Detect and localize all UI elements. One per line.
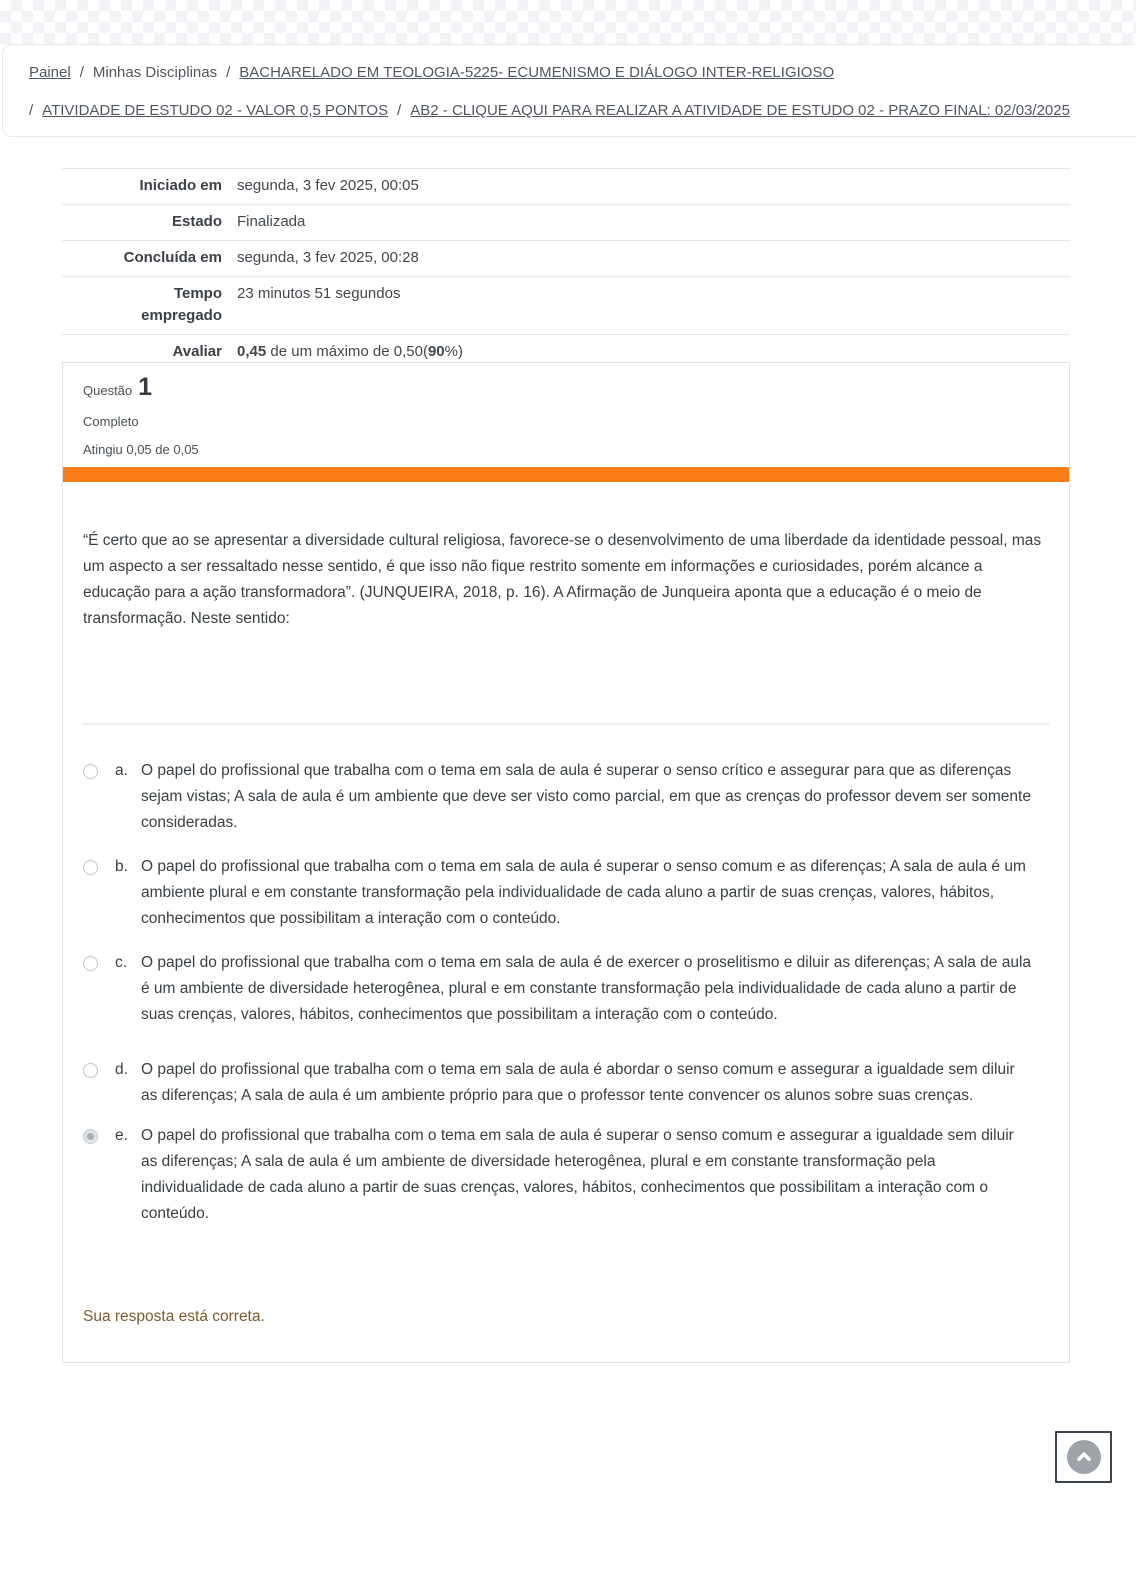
summary-label: Concluída em: [123, 249, 222, 266]
option-letter: e.: [115, 1127, 128, 1144]
option-text: O papel do profissional que trabalha com o tema em sala de aula é superar o senso comum e as diferenças; A sala de aula é um ambiente plural e em constante transformação pela individualidade de cada aluno a partir de suas crenças, valores, hábitos, conhecimentos que possibilitam a interação com o conteúdo.: [141, 858, 1026, 927]
breadcrumb-line-1: [29, 62, 1129, 84]
breadcrumb-link-course[interactable]: BACHARELADO EM TEOLOGIA-5225- ECUMENISMO E DIÁLOGO INTER-RELIGIOSO: [239, 64, 835, 81]
options-list: [83, 758, 1049, 1227]
chevron-up-icon: [1067, 1440, 1101, 1474]
answer-option-c: [83, 950, 1049, 1028]
summary-row-iniciado: [62, 168, 1070, 204]
breadcrumb-line-2: [29, 100, 1129, 122]
question-card: [62, 362, 1070, 1363]
radio-option-c[interactable]: [83, 956, 98, 971]
question-number: 1: [138, 373, 153, 401]
question-divider: [83, 723, 1049, 725]
radio-option-e-selected[interactable]: [83, 1129, 98, 1144]
answer-option-a: [83, 758, 1049, 836]
breadcrumb-link-atividade[interactable]: ATIVIDADE DE ESTUDO 02 - VALOR 0,5 PONTOS: [42, 102, 389, 119]
summary-label: Iniciado em: [139, 177, 222, 194]
quiz-summary-table: [62, 168, 1070, 370]
option-text: O papel do profissional que trabalha com o tema em sala de aula é abordar o senso comum e assegurar a igualdade sem diluir as diferenças; A sala de aula é um ambiente próprio para que o professor tente convencer os alunos sobre suas crenças.: [141, 1061, 1015, 1104]
summary-value: 23 minutos 51 segundos: [237, 285, 401, 302]
answer-option-b: [83, 854, 1049, 932]
summary-value: segunda, 3 fev 2025, 00:28: [237, 249, 419, 266]
summary-grade-value: 0,45 de um máximo de 0,50(90%): [237, 343, 463, 360]
radio-option-b[interactable]: [83, 860, 98, 875]
radio-option-a[interactable]: [83, 764, 98, 779]
breadcrumb-separator: /: [397, 102, 402, 119]
transparency-checker-strip: [0, 0, 1136, 44]
question-text: “É certo que ao se apresentar a diversidade cultural religiosa, favorece-se o desenvolvimento de uma liberdade da identidade pessoal, mas um aspecto a ser ressaltado nesse sentido, é que isso não fique restrito somente em informações e curiosidades, porém alcance a educação para a ação transformadora”. (JUNQUEIRA, 2018, p. 16). A Afirmação de Junqueira aponta que a educação é o meio de transformação. Neste sentido:: [83, 532, 1042, 627]
question-content: [63, 528, 1069, 1350]
question-points: Atingiu 0,05 de 0,05: [83, 442, 199, 457]
breadcrumb-item-minhas-disciplinas: Minhas Disciplinas: [92, 64, 218, 81]
breadcrumb: [2, 44, 1136, 137]
option-text: O papel do profissional que trabalha com o tema em sala de aula é de exercer o proselitismo e diluir as diferenças; A sala de aula é um ambiente de diversidade heterogênea, plural e em constante transformação pela individualidade de cada aluno a partir de suas crenças, valores, hábitos, conhecimentos que possibilitam a interação com o conteúdo.: [141, 954, 1032, 1023]
summary-row-tempo: [62, 276, 1070, 334]
breadcrumb-separator: /: [29, 102, 34, 119]
breadcrumb-link-ab2[interactable]: AB2 - CLIQUE AQUI PARA REALIZAR A ATIVIDADE DE ESTUDO 02 - PRAZO FINAL: 02/03/2025: [410, 102, 1070, 119]
summary-row-concluida: [62, 240, 1070, 276]
breadcrumb-separator: /: [226, 64, 231, 81]
scroll-to-top-button[interactable]: [1055, 1431, 1112, 1483]
question-number-label: Questão: [83, 383, 133, 398]
summary-row-estado: [62, 204, 1070, 240]
summary-label: Tempo empregado: [141, 285, 222, 324]
breadcrumb-link-painel[interactable]: Painel: [29, 64, 71, 81]
radio-option-d[interactable]: [83, 1063, 98, 1078]
breadcrumb-separator: /: [79, 64, 84, 81]
answer-option-d: [83, 1057, 1049, 1109]
answer-feedback: Sua resposta está correta.: [83, 1308, 265, 1325]
option-letter: c.: [115, 954, 128, 971]
answer-option-e: [83, 1123, 1049, 1227]
option-text: O papel do profissional que trabalha com o tema em sala de aula é superar o senso comum e assegurar a igualdade sem diluir as diferenças; A sala de aula é um ambiente de diversidade heterogênea, plural e em constante transformação pela individualidade de cada aluno a partir de suas crenças, valores, hábitos, conhecimentos que possibilitam a interação com o conteúdo.: [141, 1127, 1014, 1222]
summary-label: Avaliar: [172, 343, 222, 360]
option-letter: b.: [115, 858, 128, 875]
option-text: O papel do profissional que trabalha com o tema em sala de aula é superar o senso crítico e assegurar para que as diferenças sejam vistas; A sala de aula é um ambiente que deve ser visto como parcial, em que as crenças do professor devem ser somente consideradas.: [141, 762, 1031, 831]
option-letter: a.: [115, 762, 128, 779]
question-number-line: [83, 373, 1049, 405]
summary-label: Estado: [171, 213, 222, 230]
summary-value: Finalizada: [237, 213, 306, 230]
question-status-bar: [63, 467, 1069, 482]
summary-value: segunda, 3 fev 2025, 00:05: [237, 177, 419, 194]
question-status: Completo: [83, 414, 139, 429]
option-letter: d.: [115, 1061, 128, 1078]
question-info: [63, 363, 1069, 467]
